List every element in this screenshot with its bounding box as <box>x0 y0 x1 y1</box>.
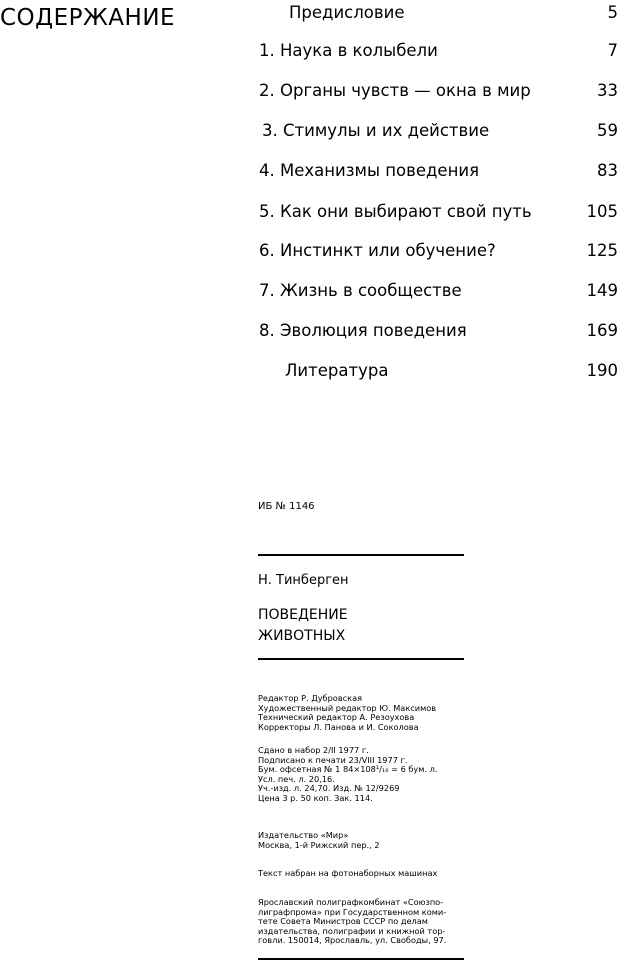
print-info-line: Усл. печ. л. 20,16. <box>258 773 335 784</box>
editor-line: Технический редактор А. Резоухова <box>258 712 415 723</box>
typeset-note: Текст набран на фотонаборных машинах <box>258 868 438 878</box>
print-info-line: Цена 3 р. 50 коп. Зак. 114. <box>258 792 373 803</box>
print-info-line: Бум. офсетная № 1 84×108¹/₁₆ = 6 бум. л. <box>258 764 438 775</box>
toc-item-label: Литература <box>285 361 389 380</box>
toc-item <box>0 2 620 26</box>
editor-line: Редактор Р. Дубровская <box>258 693 363 703</box>
editor-line: Художественный редактор Ю. Максимов <box>258 702 437 713</box>
divider <box>258 554 464 556</box>
toc-item-label: 2. Органы чувств — окна в мир <box>259 81 531 100</box>
toc-item <box>0 280 620 304</box>
toc-item-page: 59 <box>597 121 618 140</box>
print-info-line: Сдано в набор 2/II 1977 г. <box>258 745 369 755</box>
toc-item-label: 4. Механизмы поведения <box>259 161 480 180</box>
toc-item-page: 5 <box>607 3 618 22</box>
toc-item-label: 5. Как они выбирают свой путь <box>259 202 532 221</box>
ib-number: ИБ № 1146 <box>258 501 315 512</box>
toc-item-label: 6. Инстинкт или обучение? <box>259 241 496 260</box>
toc-item-page: 125 <box>586 241 618 260</box>
toc-item <box>0 240 620 264</box>
author: Н. Тинберген <box>258 573 349 588</box>
page-title: СОДЕРЖАНИЕ <box>0 5 176 31</box>
printer-block <box>258 898 468 946</box>
publisher-line: Издательство «Мир» <box>258 830 349 840</box>
editors-block <box>258 694 468 732</box>
toc-item-page: 83 <box>597 161 618 180</box>
book-title-line2: ЖИВОТНЫХ <box>258 628 346 644</box>
printer-line: лиграфпрома» при Государственном коми- <box>258 906 447 917</box>
toc-item <box>0 120 620 144</box>
toc-item-page: 33 <box>597 81 618 100</box>
toc-item-page: 7 <box>607 41 618 60</box>
printer-line: говли. 150014, Ярославль, ул. Свободы, 97. <box>258 935 447 946</box>
toc-item-page: 169 <box>586 321 618 340</box>
toc-item-label: 7. Жизнь в сообществе <box>259 281 462 300</box>
publisher-block <box>258 831 468 850</box>
print-info-line: Подписано к печати 23/VIII 1977 г. <box>258 754 408 765</box>
toc-item <box>0 201 620 225</box>
toc-item-label: 3. Стимулы и их действие <box>262 121 490 140</box>
toc-item <box>0 40 620 64</box>
toc-item-page: 105 <box>586 202 618 221</box>
toc-item <box>0 320 620 344</box>
toc-item-page: 190 <box>586 361 618 380</box>
editor-line: Корректоры Л. Панова и И. Соколова <box>258 721 419 732</box>
toc-item <box>0 360 620 384</box>
toc-item-label: Предисловие <box>289 3 405 22</box>
publisher-line: Москва, 1-й Рижский пер., 2 <box>258 839 380 850</box>
toc-item <box>0 160 620 184</box>
print-info-block <box>258 746 468 804</box>
divider <box>258 958 464 960</box>
printer-line: Ярославский полиграфкомбинат «Союзпо- <box>258 897 444 907</box>
printer-line: тете Совета Министров СССР по делам <box>258 916 428 927</box>
toc-item-label: 1. Наука в колыбели <box>259 41 438 60</box>
printer-line: издательства, полиграфии и книжной тор- <box>258 925 446 936</box>
divider <box>258 658 464 660</box>
toc-item <box>0 80 620 104</box>
toc-item-page: 149 <box>586 281 618 300</box>
print-info-line: Уч.-изд. л. 24,70. Изд. № 12/9269 <box>258 783 400 794</box>
toc-item-label: 8. Эволюция поведения <box>259 321 467 340</box>
book-title-line1: ПОВЕДЕНИЕ <box>258 607 348 623</box>
